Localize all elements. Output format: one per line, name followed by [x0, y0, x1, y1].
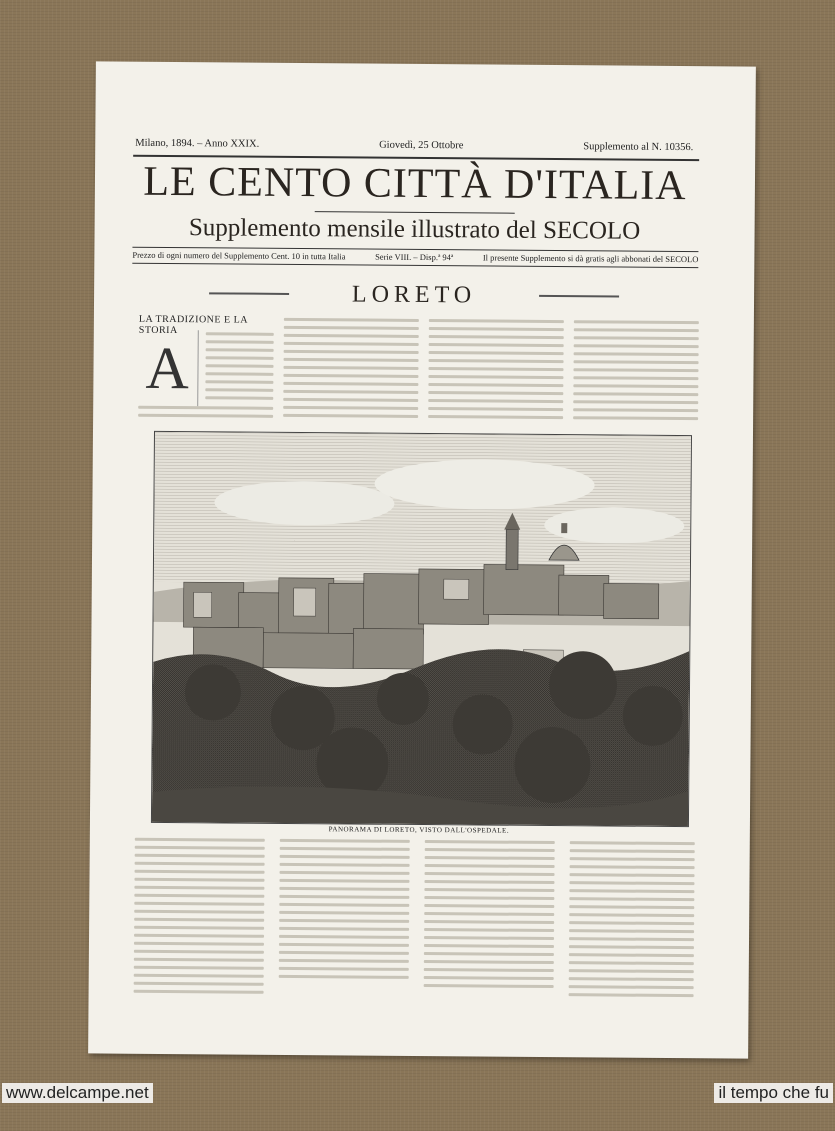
- ornament-right: [539, 295, 619, 298]
- text-column-1b: [138, 406, 273, 423]
- text-column-8: [569, 841, 695, 1002]
- gratis-info: Il presente Supplemento si dà gratis agli abbonati del SECOLO: [482, 252, 699, 265]
- text-column-7: [424, 840, 555, 993]
- text-column-4: [573, 320, 699, 425]
- dateline: [135, 138, 693, 153]
- drop-cap: A: [145, 330, 199, 406]
- section-heading: LA TRADIZIONE E LA STORIA: [138, 313, 248, 337]
- masthead-subtitle: Supplemento mensile illustrato del SECOLO: [188, 214, 641, 245]
- supplement-number: Supplemento al N. 10356.: [583, 141, 694, 154]
- price-bar: [132, 250, 698, 264]
- article-heading: LORETO: [351, 281, 477, 309]
- series-info: Serie VIII. – Disp.ª 94ª: [375, 251, 454, 263]
- text-column-1a: [205, 332, 274, 405]
- newspaper-page: [88, 61, 756, 1058]
- issue-date: Giovedì, 25 Ottobre: [379, 139, 464, 152]
- illustration-caption: PANORAMA DI LORETO, VISTO DALL'OSPEDALE.: [328, 825, 510, 835]
- loreto-panorama-engraving: [151, 431, 692, 827]
- title-divider: [315, 211, 515, 214]
- price-rule-bottom: [132, 263, 698, 268]
- text-column-6: [279, 839, 410, 984]
- masthead-title: LE CENTO CITTÀ D'ITALIA: [143, 158, 687, 210]
- price-info: Prezzo di ogni numero del Supplemento Cent. 10 in tutta Italia: [132, 249, 346, 262]
- ornament-left: [209, 292, 289, 295]
- text-column-3: [428, 319, 564, 424]
- text-column-2: [283, 318, 419, 423]
- watermark-right: il tempo che fu: [714, 1083, 833, 1103]
- text-column-5: [134, 838, 265, 999]
- watermark-left: www.delcampe.net: [2, 1083, 153, 1103]
- place-year: Milano, 1894. – Anno XXIX.: [135, 137, 260, 150]
